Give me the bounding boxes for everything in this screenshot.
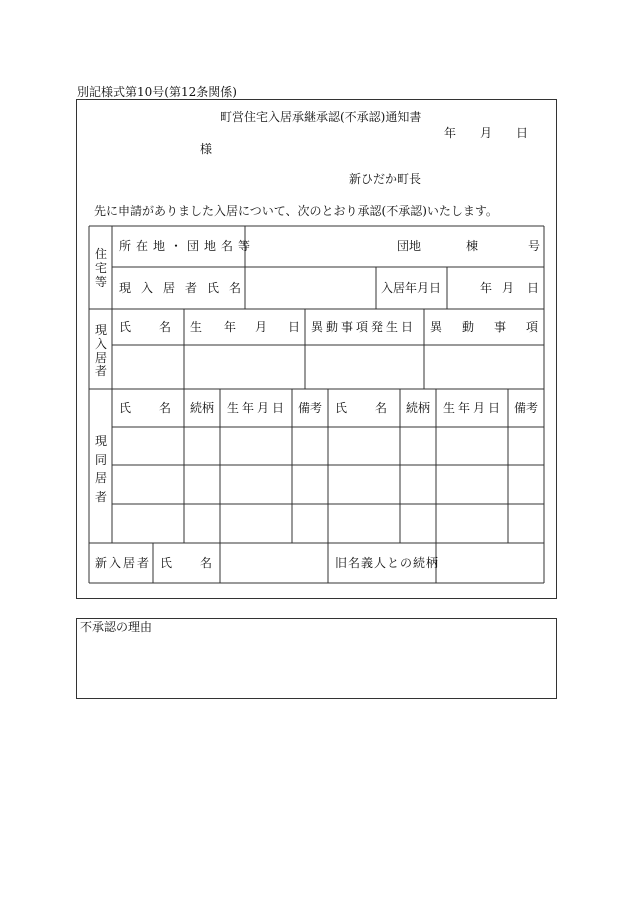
move-in-month: 月 bbox=[502, 281, 515, 295]
cohabitant-relation-label-2: 続柄 bbox=[406, 401, 431, 415]
document-title: 町営住宅入居承継承認(不承認)通知書 bbox=[220, 110, 422, 124]
cohabitants-char-3: 居 bbox=[94, 471, 107, 486]
current-birth-b1: 生 bbox=[190, 320, 203, 334]
cohabitant-name-label-1: 氏 名 bbox=[119, 401, 180, 415]
addressee-suffix: 様 bbox=[200, 142, 213, 156]
current-resident-section-label bbox=[93, 324, 109, 379]
form-number: 別記様式第10号(第12条関係) bbox=[77, 85, 237, 99]
move-in-year: 年 bbox=[480, 281, 493, 295]
issue-date-day: 日 bbox=[516, 126, 529, 140]
danchi-label: 団地 bbox=[397, 239, 422, 253]
location-label: 所在地・団地名等 bbox=[119, 239, 256, 253]
cohabitant-remarks-label-1: 備考 bbox=[298, 401, 323, 415]
cohabitants-char-1: 現 bbox=[94, 434, 107, 448]
change-item-label: 異 動 事 項 bbox=[430, 320, 543, 334]
cohabitant-relation-label-1: 続柄 bbox=[190, 401, 215, 415]
resident-name-label: 現入居者氏名 bbox=[119, 281, 252, 295]
new-resident-name-label: 氏 名 bbox=[160, 556, 221, 570]
current-resident-char-1: 現 bbox=[94, 323, 107, 337]
current-birth-b4: 日 bbox=[288, 320, 301, 334]
room-label: 号 bbox=[528, 239, 541, 253]
housing-section-char-2: 宅 bbox=[94, 260, 107, 275]
cohabitant-name-label-2: 氏 名 bbox=[335, 401, 396, 415]
new-resident-label: 新入居者 bbox=[95, 556, 152, 570]
housing-section-label bbox=[93, 248, 109, 289]
housing-section-char-3: 等 bbox=[94, 274, 107, 289]
current-birth-b2: 年 bbox=[224, 320, 237, 334]
cohabitant-birth-label-1: 生年月日 bbox=[227, 401, 288, 415]
housing-section-char-1: 住 bbox=[94, 247, 107, 261]
issue-date-month: 月 bbox=[480, 126, 493, 140]
cohabitants-char-4: 者 bbox=[94, 489, 107, 504]
cohabitant-remarks-label-2: 備考 bbox=[514, 401, 539, 415]
cohabitant-birth-label-2: 生年月日 bbox=[443, 401, 504, 415]
current-resident-char-2: 入 bbox=[94, 336, 107, 351]
cohabitants-section-label bbox=[93, 432, 109, 506]
current-resident-char-4: 者 bbox=[94, 364, 107, 379]
issue-date-year: 年 bbox=[444, 126, 457, 140]
cohabitants-char-2: 同 bbox=[94, 452, 107, 467]
move-in-label: 入居年月日 bbox=[381, 281, 442, 295]
reason-label: 不承認の理由 bbox=[80, 620, 153, 634]
issuer-name: 新ひだか町長 bbox=[349, 172, 422, 186]
change-date-label: 異動事項発生日 bbox=[311, 320, 417, 334]
building-label: 棟 bbox=[466, 239, 479, 253]
lead-sentence: 先に申請がありました入居について、次のとおり承認(不承認)いたします。 bbox=[94, 204, 498, 218]
current-resident-char-3: 居 bbox=[94, 350, 107, 365]
current-name-label: 氏 名 bbox=[119, 320, 180, 334]
move-in-day: 日 bbox=[527, 281, 540, 295]
current-birth-b3: 月 bbox=[255, 320, 268, 334]
former-holder-relation-label: 旧名義人との続柄 bbox=[335, 556, 440, 570]
